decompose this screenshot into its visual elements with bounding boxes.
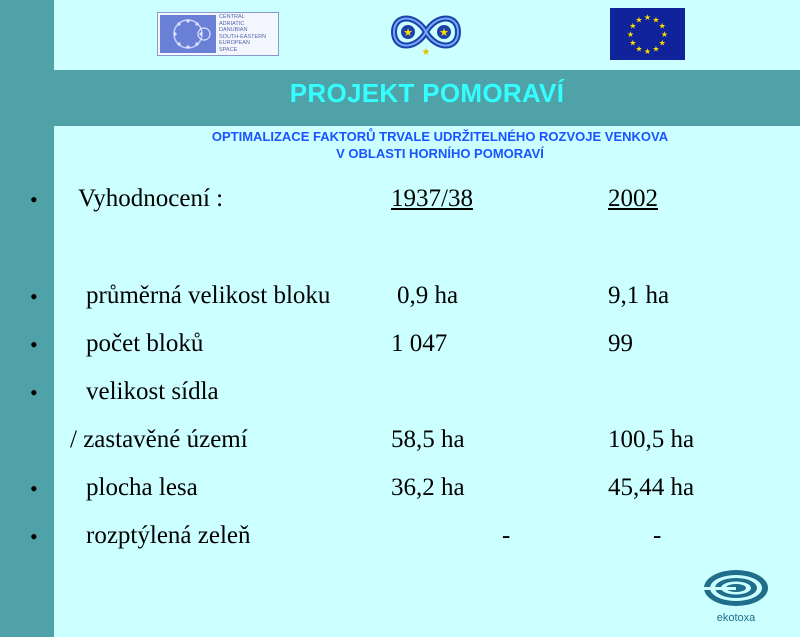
- header-year-2: 2002: [608, 185, 658, 212]
- row-label: velikost sídla: [86, 378, 219, 405]
- bullet: •: [30, 284, 38, 309]
- row-value-2002: -: [653, 522, 662, 549]
- row-label: průměrná velikost bloku: [86, 282, 331, 309]
- cadses-text-line: CENTRAL: [219, 14, 245, 20]
- cadses-text-line: EUROPEAN: [219, 40, 250, 47]
- row-value-1937: 58,5 ha: [391, 426, 465, 453]
- cadses-text-line: DANUBIAN: [219, 27, 248, 34]
- row-value-1937: 36,2 ha: [391, 474, 465, 501]
- ekotoxa-logo-text: ekotoxa: [716, 612, 756, 624]
- eu-star-icon: ★: [626, 30, 635, 39]
- header-year-1: 1937/38: [391, 185, 473, 212]
- header-label: Vyhodnocení :: [78, 185, 224, 212]
- subtitle-line-1: OPTIMALIZACE FAKTORŮ TRVALE UDRŽITELNÉHO ROZVOJE VENKOVA: [211, 129, 669, 144]
- table-row: [0, 426, 800, 466]
- row-value-1937: -: [502, 522, 511, 549]
- eu-star-icon: ★: [652, 44, 660, 54]
- eu-star-icon: ★: [635, 44, 643, 54]
- row-value-1937: 0,9 ha: [397, 282, 459, 309]
- cadses-text-line: SOUTH-EASTERN: [219, 33, 267, 40]
- eu-flag-icon: [610, 8, 685, 60]
- eu-star-icon: ★: [652, 15, 660, 25]
- eu-star-icon: ★: [635, 15, 643, 25]
- bullet: •: [30, 332, 38, 357]
- svg-text:★: ★: [439, 27, 449, 39]
- bullet: •: [30, 187, 38, 212]
- eu-star-icon: ★: [629, 21, 637, 31]
- row-label: rozptýlená zeleň: [86, 522, 251, 549]
- bullet: •: [30, 524, 38, 549]
- row-label: plocha lesa: [86, 474, 198, 501]
- svg-text:★: ★: [403, 27, 413, 39]
- table-row: [0, 378, 800, 418]
- row-label: počet bloků: [86, 330, 204, 357]
- row-value-1937: 1 047: [391, 330, 448, 357]
- eu-star-icon: ★: [658, 38, 666, 48]
- interreg-infinity-logo: [388, 8, 464, 56]
- table-header-row: [0, 185, 800, 225]
- eu-star-icon: ★: [629, 38, 637, 48]
- row-value-2002: 45,44 ha: [608, 474, 695, 501]
- bullet: •: [30, 380, 38, 405]
- row-label: / zastavěné území: [70, 426, 248, 453]
- table-row: [0, 522, 800, 562]
- cadses-logo: [157, 12, 279, 56]
- row-value-2002: 100,5 ha: [608, 426, 695, 453]
- table-row: [0, 474, 800, 514]
- ekotoxa-logo: [700, 566, 772, 626]
- row-value-2002: 9,1 ha: [608, 282, 670, 309]
- cadses-text: [219, 14, 279, 54]
- cadses-text-line: ADRIATIC: [219, 20, 245, 27]
- cadses-text-line: SPACE: [219, 46, 238, 53]
- table-row: [0, 282, 800, 322]
- eu-star-icon: ★: [658, 21, 666, 31]
- eu-star-icon: ★: [643, 13, 652, 22]
- eu-star-icon: ★: [660, 30, 669, 39]
- bullet: •: [30, 476, 38, 501]
- subtitle-line-2: V OBLASTI HORNÍHO POMORAVÍ: [336, 146, 544, 161]
- page-subtitle: [130, 128, 750, 162]
- table-row: [0, 330, 800, 370]
- eu-star-icon: ★: [643, 47, 652, 56]
- cadses-flag-icon: [160, 15, 216, 53]
- svg-text:★: ★: [421, 47, 431, 56]
- row-value-2002: 99: [608, 330, 633, 357]
- page-title: PROJEKT POMORAVÍ: [289, 78, 565, 108]
